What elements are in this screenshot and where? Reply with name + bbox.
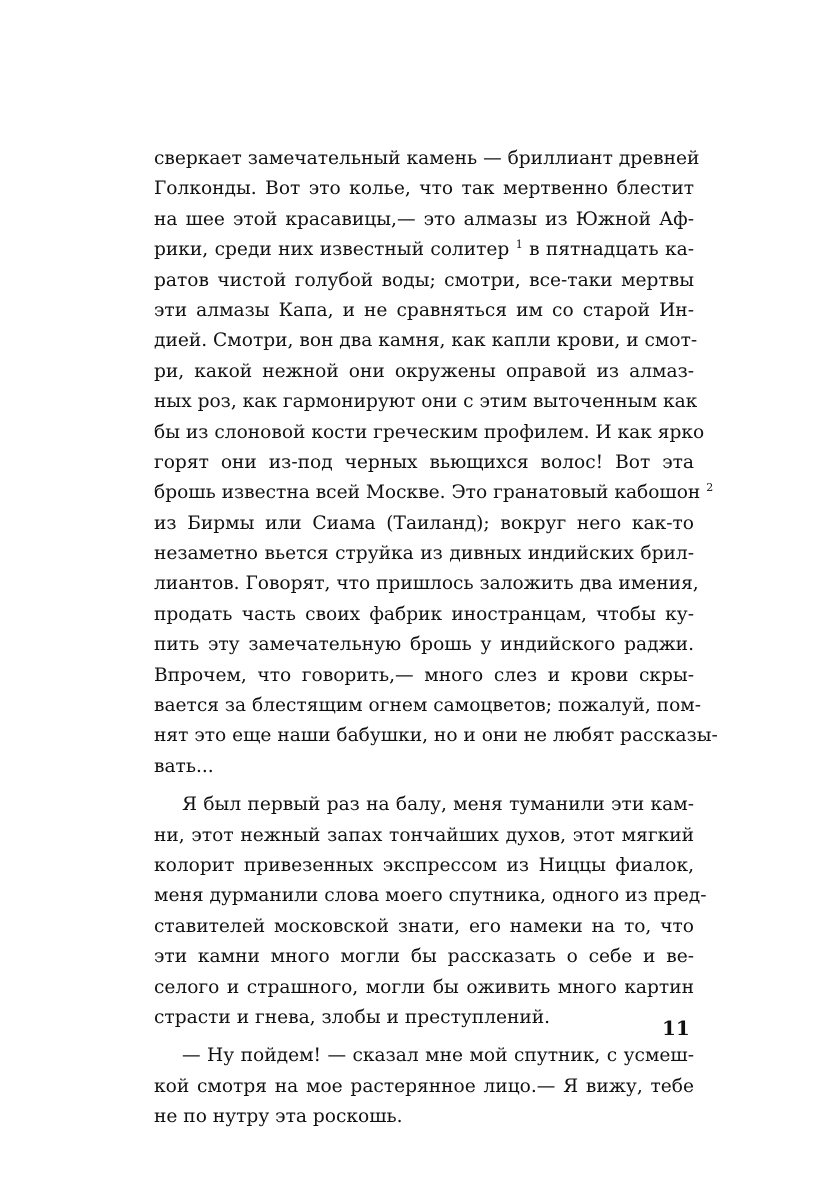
text-line: колорит привезенных экспрессом из Ниццы фиалок, — [154, 854, 694, 876]
text-fragment: брошь известна всей Москве. Это гранатовый кабошон — [154, 482, 701, 504]
page-number: 11 — [662, 1016, 690, 1040]
text-line: ри, какой нежной они окружены оправой из алмаз- — [154, 360, 694, 382]
text-line: нят это еще наши бабушки, но и они не любят рассказы- — [154, 725, 718, 747]
text-line — [154, 478, 714, 508]
text-line: горят они из-под черных вьющихся волос! Вот эта — [154, 451, 694, 473]
footnote-mark: 1 — [515, 237, 523, 251]
text-line: продать часть своих фабрик иностранцам, чтобы ку- — [154, 603, 694, 625]
text-line: Голконды. Вот это колье, что так мертвенно блестит — [154, 178, 694, 200]
footnote-mark: 2 — [706, 481, 714, 495]
text-line: вать... — [154, 755, 214, 777]
text-line: из Бирмы или Сиама (Таиланд); вокруг него как-то — [154, 512, 694, 534]
text-line: ни, этот нежный запах тончайших духов, этот мягкий — [154, 824, 694, 846]
text-line: эти камни много могли бы рассказать о себе и ве- — [154, 946, 694, 968]
text-line: дией. Смотри, вон два камня, как капли крови, и смот- — [154, 330, 698, 352]
text-line: вается за блестящим огнем самоцветов; пожалуй, пом- — [154, 695, 702, 717]
text-line: сверкает замечательный камень — бриллиант древней — [154, 148, 700, 169]
text-line: ных роз, как гармонируют они с этим выточенным как — [154, 391, 698, 413]
text-fragment: в пятнадцать ка- — [529, 239, 694, 261]
text-line: ставителей московской знати, его намеки на то, что — [154, 915, 694, 937]
text-line: Я был первый раз на балу, меня туманили эти кам- — [182, 794, 694, 816]
text-line: кой смотря на мое растерянное лицо.— Я вижу, тебе — [154, 1075, 694, 1097]
text-line: ратов чистой голубой воды; смотри, все-таки мертвы — [154, 269, 694, 291]
text-line: меня дурманили слова моего спутника, одного из пред- — [154, 885, 707, 907]
text-line — [154, 235, 694, 265]
body-text — [154, 144, 718, 1133]
text-line: Впрочем, что говорить,— много слез и крови скры- — [154, 664, 694, 686]
text-fragment: рики, среди них известный солитер — [154, 239, 510, 261]
text-line: бы из слоновой кости греческим профилем. И как ярко — [154, 421, 705, 443]
text-line: эти алмазы Капа, и не сравняться им со старой Ин- — [154, 299, 694, 321]
text-line: страсти и гнева, злобы и преступлений. — [154, 1006, 551, 1028]
text-line: пить эту замечательную брошь у индийского раджи. — [154, 634, 694, 656]
text-line: лиантов. Говорят, что пришлось заложить два имения, — [154, 573, 699, 595]
text-line: селого и страшного, могли бы оживить много картин — [154, 976, 694, 998]
text-line: — Ну пойдем! — сказал мне мой спутник, с усмеш- — [182, 1045, 694, 1067]
text-line: незаметно вьется струйка из дивных индийских брил- — [154, 543, 694, 565]
text-line: на шее этой красавицы,— это алмазы из Южной Аф- — [154, 208, 694, 230]
text-line: не по нутру эта роскошь. — [154, 1106, 403, 1128]
